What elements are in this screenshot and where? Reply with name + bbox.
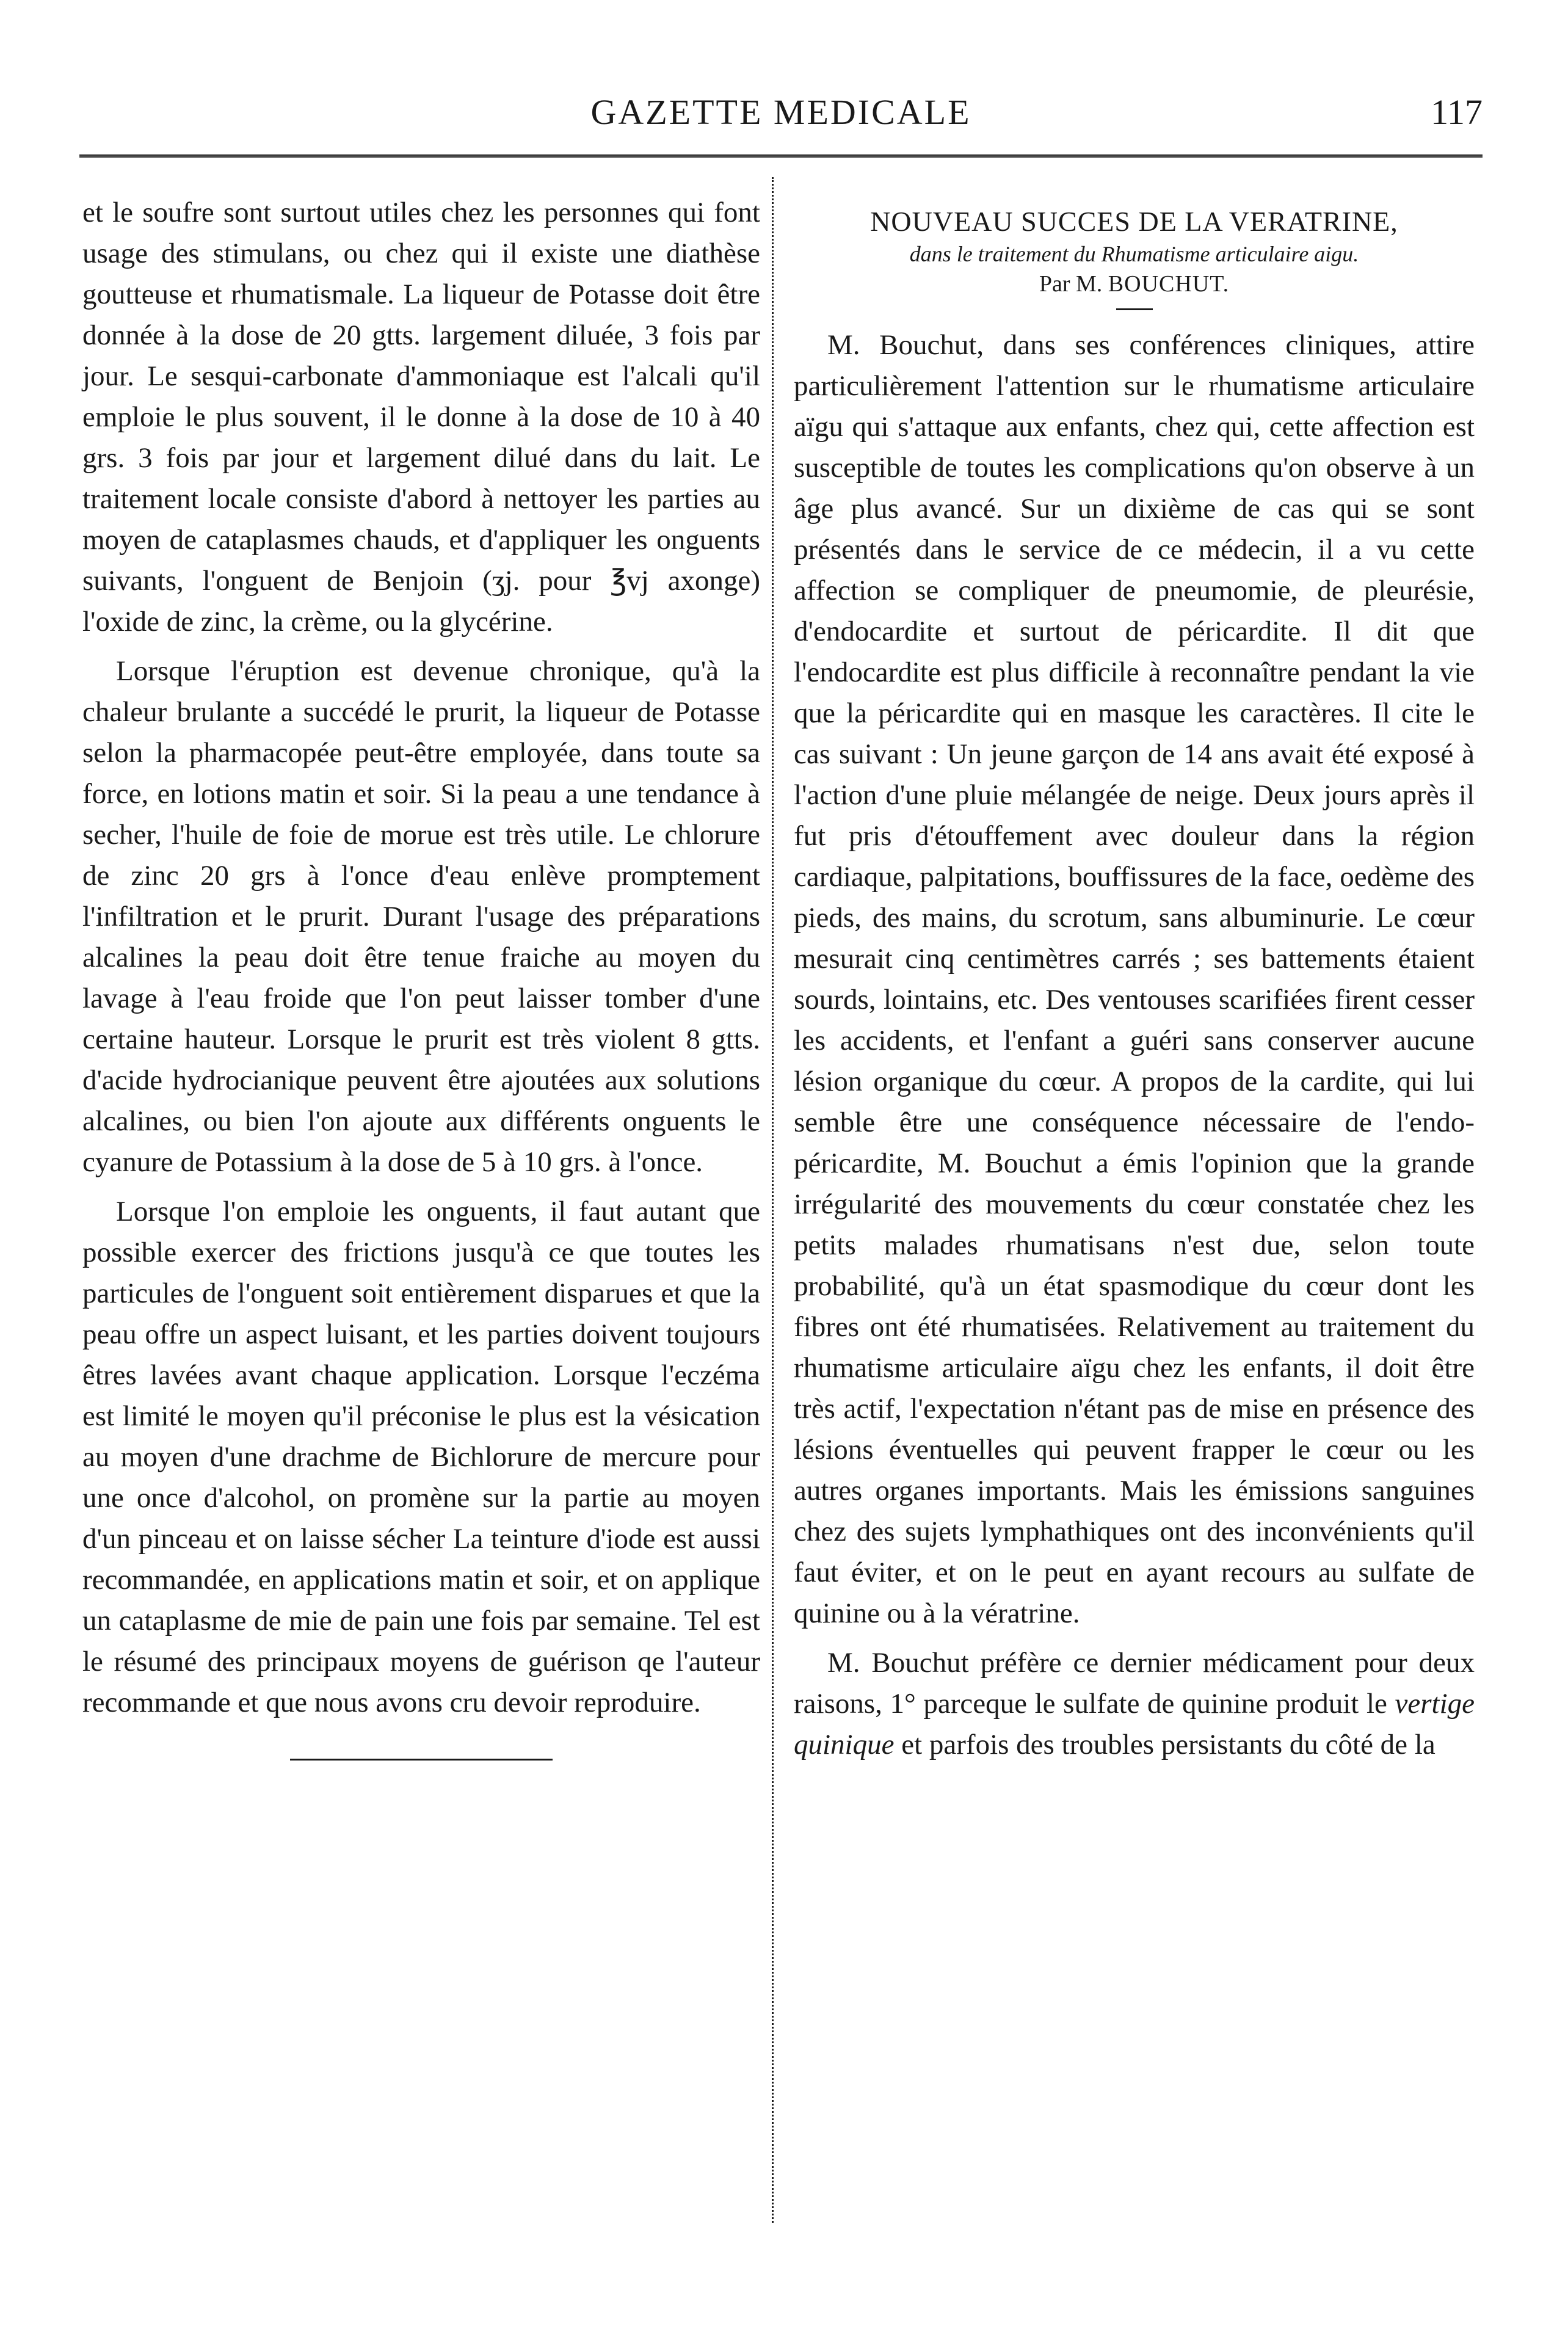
header-rule: [79, 154, 1483, 158]
left-paragraph-2: Lorsque l'éruption est devenue chronique, qu'à la chaleur brulante a succédé le prurit, la liqueur de Potasse selon la pharmacopée peut-être employée, dans toute sa force, en lotions matin et soir. Si la peau a une tendance à secher, l'huile de foie de morue est très utile. Le chlorure de zinc 20 grs à l'once d'eau enlève promptement l'infiltration et le prurit. Durant l'usage des préparations alcalines la peau doit être tenue fraiche au moyen du lavage à l'eau froide que l'on peut laisser tomber d'une certaine hauteur. Lorsque le prurit est très violent 8 gtts. d'acide hydrocianique peuvent être ajoutées aux solutions alcalines, ou bien l'on ajoute aux différents onguents le cyanure de Potassium à la dose de 5 à 10 grs. à l'once.: [82, 655, 760, 1178]
right-paragraph-2-start: M. Bouchut préfère ce dernier médicament pour deux raisons, 1° parceque le sulfate de quinine produit le: [794, 1647, 1475, 1720]
running-head: [79, 92, 1483, 147]
article-subtitle: dans le traitement du Rhumatisme articulaire aigu.: [909, 242, 1359, 266]
author-prefix: Par M.: [1039, 271, 1103, 297]
article-end-rule: [290, 1759, 553, 1761]
right-paragraph-2-emphasis: vertige quinique: [794, 1688, 1475, 1761]
right-paragraph-2-end: et parfois des troubles persistants du côté de la: [901, 1729, 1436, 1761]
title-dash: [1116, 308, 1153, 310]
right-column: [794, 192, 1475, 1774]
left-paragraph-3: Lorsque l'on emploie les onguents, il faut autant que possible exercer des frictions jusqu'à ce que toutes les particules de l'onguent soit entièrement disparues et que la peau offre un aspect luisant, et les parties doivent toujours êtres lavées avant chaque application. Lorsque l'eczéma est limité le moyen qu'il préconise le plus est la vésication au moyen d'une drachme de Bichlorure de mercure pour une once d'alcohol, on promène sur la partie au moyen d'un pinceau et on laisse sécher La teinture d'iode est aussi recommandée, en applications matin et soir, et on applique un cataplasme de mie de pain une fois par semaine. Tel est le résumé des principaux moyens de guérison qe l'auteur recommande et que nous avons cru devoir reproduire.: [82, 1196, 760, 1718]
author-name: BOUCHUT.: [1108, 271, 1230, 297]
page-number: 117: [1431, 92, 1483, 132]
column-divider: [772, 177, 774, 2223]
article-title: NOUVEAU SUCCES DE LA VERATRINE,: [870, 206, 1398, 237]
journal-title: GAZETTE MEDICALE: [590, 92, 971, 132]
article-author: [794, 268, 1475, 300]
right-paragraph-2: [794, 1643, 1475, 1765]
left-paragraph-1: et le soufre sont surtout utiles chez les personnes qui font usage des stimulans, ou chez qui il existe une diathèse goutteuse et rhumatismale. La liqueur de Potasse doit être donnée à la dose de 20 gtts. largement diluée, 3 fois par jour. Le sesqui-carbonate d'ammoniaque est l'alcali qu'il emploie le plus souvent, il le donne à la dose de 10 à 40 grs. 3 fois par jour et largement dilué dans du lait. Le traitement locale consiste d'abord à nettoyer les parties au moyen de cataplasmes chauds, et d'appliquer les onguents suivants, l'onguent de Benjoin (ʒj. pour ℥vj axonge) l'oxide de zinc, la crème, ou la glycérine.: [82, 197, 760, 638]
left-column: [82, 192, 760, 1761]
right-paragraph-1: M. Bouchut, dans ses conférences cliniques, attire particulièrement l'attention sur le rhumatisme articulaire aïgu qui s'attaque aux enfants, chez qui, cette affection est susceptible de toutes les complications qu'on observe à un âge plus avancé. Sur un dixième de cas qui se sont présentés dans le service de ce médecin, il a vu cette affection se compliquer de pneumomie, de pleurésie, d'endocardite et surtout de péricardite. Il dit que l'endocardite est plus difficile à reconnaître pendant la vie que la péricardite qui en masque les caractères. Il cite le cas suivant : Un jeune garçon de 14 ans avait été exposé à l'action d'une pluie mélangée de neige. Deux jours après il fut pris d'étouffement avec douleur dans la région cardiaque, palpitations, bouffissures de la face, oedème des pieds, des mains, du scrotum, sans albuminurie. Le cœur mesurait cinq centimètres carrés ; ses battements étaient sourds, lointains, etc. Des ventouses scarifiées firent cesser les accidents, et l'enfant a guéri sans conserver aucune lésion organique du cœur. A propos de la cardite, qui lui semble être une conséquence nécessaire de l'endo-péricardite, M. Bouchut a émis l'opinion que la grande irrégularité des mouvements du cœur constatée chez les petits malades rhumatisans n'est due, selon toute probabilité, qu'à un état spasmodique du cœur dont les fibres ont été rhumatisées. Relativement au traitement du rhumatisme articulaire aïgu chez les enfants, il doit être très actif, l'expectation n'étant pas de mise en présence des lésions éventuelles qui peuvent frapper le cœur ou les autres organes importants. Mais les émissions sanguines chez des sujets lymphathiques ont des inconvénients qu'il faut éviter, et on le peut en ayant recours au sulfate de quinine ou à la vératrine.: [794, 329, 1475, 1629]
